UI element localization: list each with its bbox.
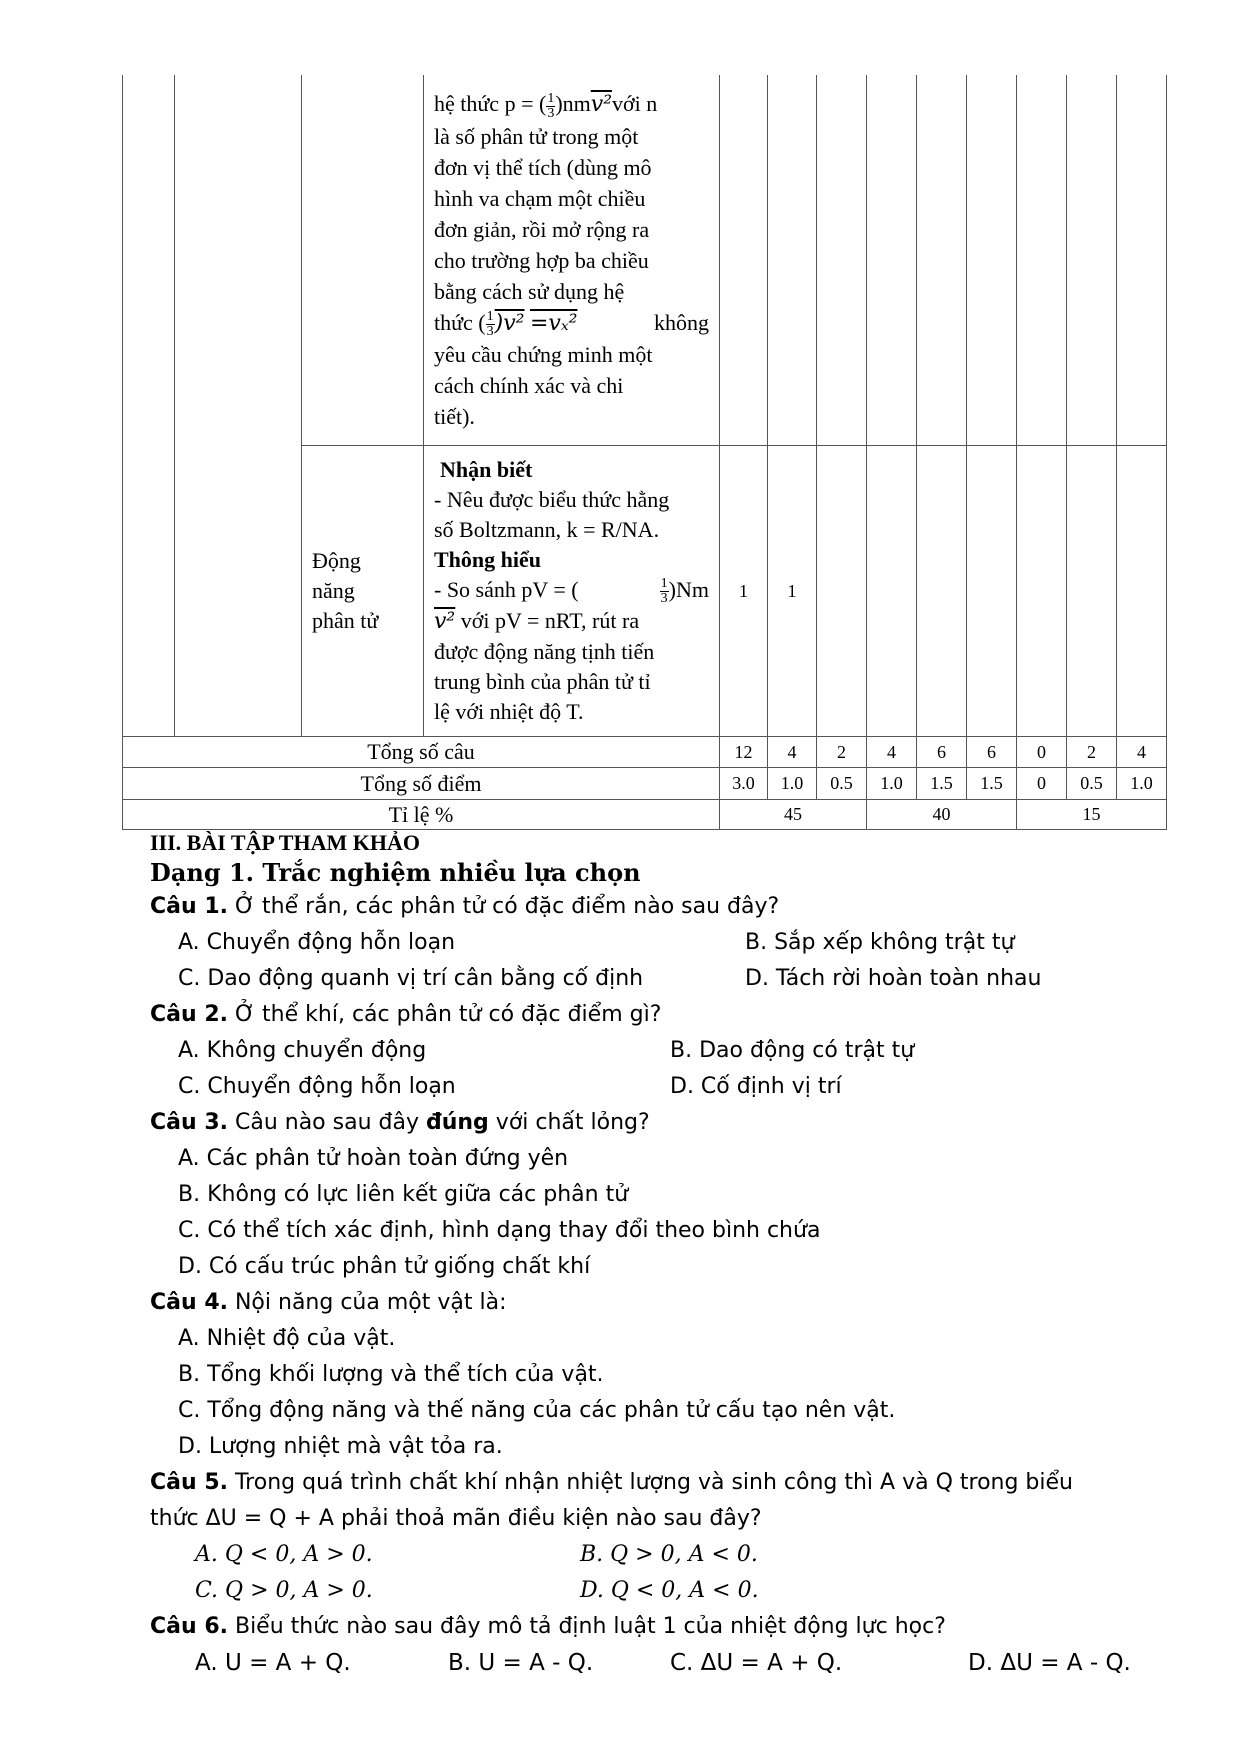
spec-matrix-table <box>122 75 1167 830</box>
option-2d: D. Cố định vị trí <box>670 1074 842 1099</box>
option-5d: D. Q < 0, A < 0. <box>580 1578 759 1603</box>
count-cell: 1 <box>720 446 768 737</box>
value-cell: 1.0 <box>768 768 817 800</box>
topic-cell: Động năng phân tử <box>302 446 424 737</box>
option-1b: B. Sắp xếp không trật tự <box>745 930 1015 955</box>
table-row-total-questions <box>123 737 1167 768</box>
value-cell: 6 <box>917 737 967 768</box>
option-2b: B. Dao động có trật tự <box>670 1038 915 1063</box>
option-4d: D. Lượng nhiệt mà vật tỏa ra. <box>178 1434 503 1459</box>
value-cell: 12 <box>720 737 768 768</box>
question-3: Câu 3. Câu nào sau đây đúng với chất lỏng? <box>150 1110 650 1135</box>
option-3a: A. Các phân tử hoàn toàn đứng yên <box>178 1146 569 1171</box>
value-cell: 4 <box>867 737 917 768</box>
ratio-value: 45 <box>720 800 867 830</box>
value-cell: 1.5 <box>967 768 1017 800</box>
option-4a: A. Nhiệt độ của vật. <box>178 1326 396 1351</box>
topic-cell-empty <box>302 75 424 446</box>
value-cell: 1.5 <box>917 768 967 800</box>
value-cell: 2 <box>1067 737 1117 768</box>
value-cell: 0 <box>1017 768 1067 800</box>
value-cell: 2 <box>817 737 867 768</box>
table-row-ratio <box>123 800 1167 830</box>
total-questions-label: Tổng số câu <box>123 737 720 768</box>
ratio-label: Tỉ lệ % <box>123 800 720 830</box>
question-4: Câu 4. Nội năng của một vật là: <box>150 1290 507 1315</box>
option-6c: C. ΔU = A + Q. <box>670 1650 843 1676</box>
value-cell: 4 <box>768 737 817 768</box>
count-cell: 1 <box>768 446 817 737</box>
value-cell: 0.5 <box>1067 768 1117 800</box>
option-1c: C. Dao động quanh vị trí cân bằng cố định <box>178 966 644 991</box>
option-6d: D. ΔU = A - Q. <box>968 1650 1131 1676</box>
option-3d: D. Có cấu trúc phân tử giống chất khí <box>178 1254 591 1279</box>
option-1d: D. Tách rời hoàn toàn nhau <box>745 966 1042 991</box>
option-4b: B. Tổng khối lượng và thể tích của vật. <box>178 1362 604 1387</box>
option-6a: A. U = A + Q. <box>195 1650 351 1676</box>
option-4c: C. Tổng động năng và thế năng của các phân tử cấu tạo nên vật. <box>178 1398 896 1423</box>
option-5a: A. Q < 0, A > 0. <box>195 1542 373 1567</box>
question-1: Câu 1. Ở thể rắn, các phân tử có đặc điểm nào sau đây? <box>150 894 780 919</box>
ratio-value: 40 <box>867 800 1017 830</box>
value-cell: 3.0 <box>720 768 768 800</box>
value-cell: 1.0 <box>1117 768 1167 800</box>
question-2: Câu 2. Ở thể khí, các phân tử có đặc điểm gì? <box>150 1002 662 1027</box>
col-stt <box>123 75 175 737</box>
value-cell: 6 <box>967 737 1017 768</box>
table-row-total-points <box>123 768 1167 800</box>
option-2c: C. Chuyển động hỗn loạn <box>178 1074 456 1099</box>
col-chapter <box>175 75 302 737</box>
question-5: Câu 5. Trong quá trình chất khí nhận nhiệt lượng và sinh công thì A và Q trong biểu <box>150 1470 1073 1495</box>
value-cell: 4 <box>1117 737 1167 768</box>
value-cell: 0.5 <box>817 768 867 800</box>
dang-title: Dạng 1. Trắc nghiệm nhiều lựa chọn <box>150 858 641 887</box>
ratio-value: 15 <box>1017 800 1167 830</box>
option-3b: B. Không có lực liên kết giữa các phân tử <box>178 1182 629 1207</box>
option-5b: B. Q > 0, A < 0. <box>580 1542 758 1567</box>
option-5c: C. Q > 0, A > 0. <box>195 1578 373 1603</box>
value-cell: 0 <box>1017 737 1067 768</box>
content-cell: hệ thức p = ( $\frac{1}{3}$ )nmv²với n là số phân tử trong một đơn vị thể tích (dùng mô hình va chạm một chiều đơn giản, rồi mở rộng ra cho trường hợp ba chiều bằng cách sử dụng hệ thức ( $\frac{1}{3}$ )v² =vₓ² không yêu cầu chứng minh một cách chính xác và chi tiết). <box>424 75 720 446</box>
question-6: Câu 6. Biểu thức nào sau đây mô tả định luật 1 của nhiệt động lực học? <box>150 1614 946 1639</box>
option-6b: B. U = A - Q. <box>448 1650 594 1676</box>
value-cell: 1.0 <box>867 768 917 800</box>
option-3c: C. Có thể tích xác định, hình dạng thay đổi theo bình chứa <box>178 1218 821 1243</box>
option-1a: A. Chuyển động hỗn loạn <box>178 930 456 955</box>
total-points-label: Tổng số điểm <box>123 768 720 800</box>
option-2a: A. Không chuyển động <box>178 1038 427 1063</box>
content-cell: Nhận biết - Nêu được biểu thức hằng số Boltzmann, k = R/NA. Thông hiểu - So sánh pV = ( $\frac{1}{3}$ )Nm v² với pV = nRT, rút ra được động năng tịnh tiến trung bình của phân tử tỉ lệ với nhiệt độ T. <box>424 446 720 737</box>
question-5-line2: thức ΔU = Q + A phải thoả mãn điều kiện nào sau đây? <box>150 1506 762 1531</box>
table-row-kinetic-formula <box>123 75 1167 446</box>
section-title: III. BÀI TẬP THAM KHẢO <box>150 830 420 855</box>
